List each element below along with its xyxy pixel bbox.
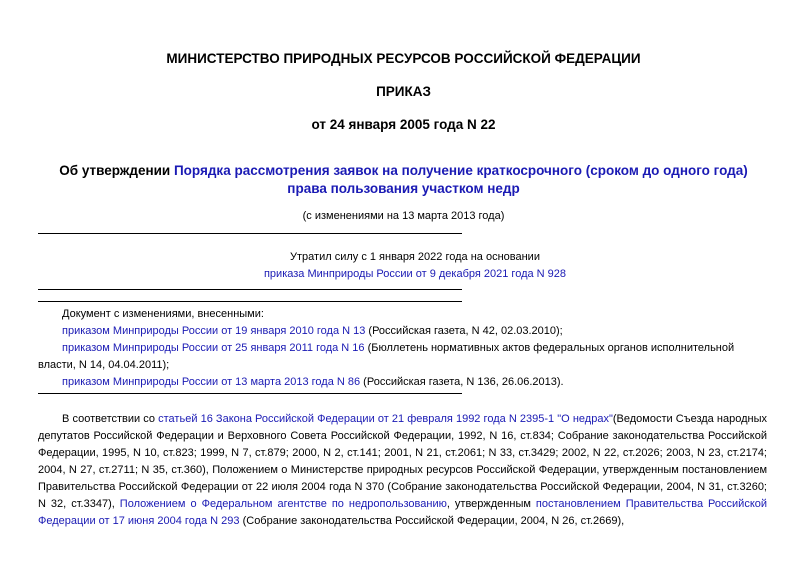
change-link-2[interactable]: приказом Минприроды России от 25 января 2011 года N 16 — [62, 342, 365, 354]
title-link[interactable]: Порядка рассмотрения заявок на получение краткосрочного (сроком до одного года) права пользования участком недр — [173, 163, 748, 196]
agency-regulation-link[interactable]: Положением о Федеральном агентстве по недропользованию — [119, 498, 447, 510]
body-part-4: (Собрание законодательства Российской Федерации, 2004, N 26, ст.2669), — [239, 515, 625, 527]
list-item — [38, 374, 767, 391]
title-prefix: Об утверждении — [59, 163, 174, 178]
divider-middle-2 — [38, 301, 462, 302]
change-source-3: (Российская газета, N 136, 26.06.2013). — [360, 376, 564, 388]
divider-bottom — [38, 393, 462, 394]
ministry-heading: МИНИСТЕРСТВО ПРИРОДНЫХ РЕСУРСОВ РОССИЙСКОЙ ФЕДЕРАЦИИ — [166, 51, 641, 66]
change-source-2: (Бюллетень нормативных актов федеральных органов исполнительной власти, N 14, 04.04.2011); — [38, 342, 735, 371]
status-link[interactable]: приказа Минприроды России от 9 декабря 2021 года N 928 — [263, 268, 567, 280]
body-part-2: (Ведомости Съезда народных депутатов Российской Федерации и Верховного Совета Российской Федерации, 1992, N 16, ст.834; Собрание законодательства Российской Федерации, 1995, N 10, ст.823; 1999, N 7, ст.879; 2000, N 2, ст.141; 2001, N 21, ст.2061; N 33, ст.3429; 2002, N 22, ст.2026; 2003, N 23, ст.2174; 2004, N 27, ст.2711; N 35, ст.360), Положением о Министерстве природных ресурсов Российской Федерации, утвержденным постановлением Правительства Российской Федерации от 22 июля 2004 года N 370 (Собрание законодательства Российской Федерации, 2004, N 31, ст.3260; N 32, ст.3347), — [38, 413, 767, 510]
document-title — [38, 162, 769, 198]
changes-list — [38, 306, 767, 391]
list-item — [38, 323, 767, 340]
change-link-1[interactable]: приказом Минприроды России от 19 января 2010 года N 13 — [62, 325, 366, 337]
body-part-3: , утвержденным — [446, 498, 536, 510]
divider-middle-1 — [38, 289, 462, 290]
status-text: Утратил силу с 1 января 2022 года на основании — [290, 251, 540, 263]
status-link-wrapper — [240, 266, 590, 283]
change-link-3[interactable]: приказом Минприроды России от 13 марта 2013 года N 86 — [62, 376, 361, 388]
divider-top — [38, 233, 462, 234]
doc-type-heading: ПРИКАЗ — [376, 84, 431, 99]
change-source-1: (Российская газета, N 42, 02.03.2010); — [365, 325, 563, 337]
body-part-1: В соответствии со — [62, 413, 159, 425]
government-decree-link[interactable]: постановлением Правительства Российской Федерации от 17 июня 2004 года N 293 — [38, 498, 768, 527]
edition-note: (с изменениями на 13 марта 2013 года) — [302, 210, 505, 222]
law-article-link[interactable]: статьей 16 Закона Российской Федерации от 21 февраля 1992 года N 2395-1 "О недрах" — [158, 413, 613, 425]
date-number-heading: от 24 января 2005 года N 22 — [311, 117, 496, 132]
changes-intro: Документ с изменениями, внесенными: — [62, 308, 264, 320]
body-paragraph — [38, 411, 767, 530]
list-item — [38, 340, 767, 374]
